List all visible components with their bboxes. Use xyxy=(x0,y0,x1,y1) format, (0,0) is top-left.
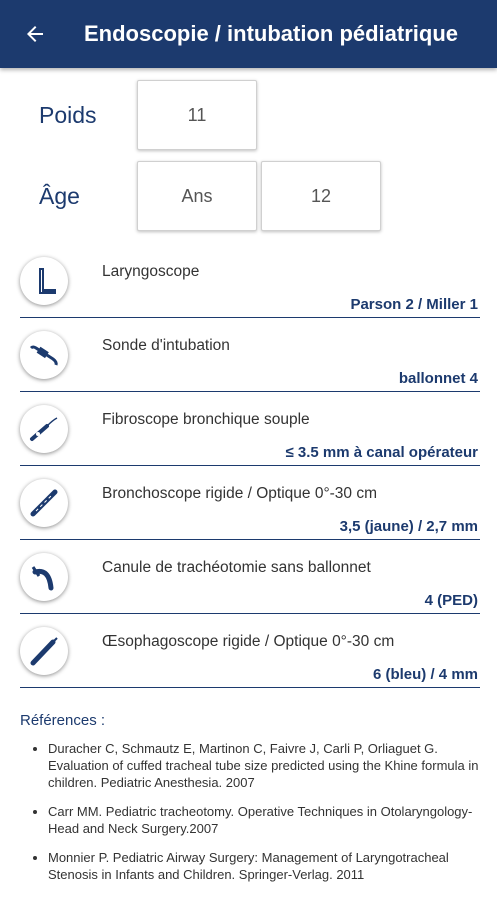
esophagoscope-icon xyxy=(20,627,68,675)
references-title: Références : xyxy=(20,712,106,729)
equipment-row-esophagoscope[interactable] xyxy=(20,621,480,688)
equipment-name: Œsophagoscope rigide / Optique 0°-30 cm xyxy=(102,633,395,650)
tube-icon xyxy=(20,331,68,379)
equipment-value: 6 (bleu) / 4 mm xyxy=(372,666,478,683)
bronchoscope-icon xyxy=(20,479,68,527)
laryngoscope-icon xyxy=(20,257,68,305)
equipment-value: 3,5 (jaune) / 2,7 mm xyxy=(339,518,478,535)
equipment-name: Fibroscope bronchique souple xyxy=(102,411,310,428)
back-button[interactable] xyxy=(20,19,50,49)
references-list xyxy=(28,740,493,895)
equipment-row-cannula[interactable] xyxy=(20,547,480,614)
cannula-icon xyxy=(20,553,68,601)
weight-label: Poids xyxy=(39,102,97,128)
equipment-row-bronchoscope[interactable] xyxy=(20,473,480,540)
age-label: Âge xyxy=(39,183,80,209)
equipment-row-laryngoscope[interactable] xyxy=(20,251,480,318)
equipment-name: Laryngoscope xyxy=(102,263,200,280)
equipment-row-sonde[interactable] xyxy=(20,325,480,392)
equipment-row-fibroscope[interactable] xyxy=(20,399,480,466)
reference-item: • Carr MM. Pediatric tracheotomy. Operative Techniques in Otolaryngology-Head and Neck Surgery.2007 xyxy=(48,803,493,837)
fibroscope-icon xyxy=(20,405,68,453)
age-unit-selector[interactable]: Ans xyxy=(137,161,257,231)
equipment-value: ≤ 3.5 mm à canal opérateur xyxy=(285,444,478,461)
weight-input[interactable]: 11 xyxy=(137,80,257,150)
arrow-left-icon xyxy=(23,22,47,46)
equipment-name: Bronchoscope rigide / Optique 0°-30 cm xyxy=(102,485,378,502)
patient-form xyxy=(0,68,497,238)
equipment-value: 4 (PED) xyxy=(424,592,478,609)
reference-item: • Duracher C, Schmautz E, Martinon C, Faivre J, Carli P, Orliaguet G. Evaluation of cuffed tracheal tube size predicted using the Khine formula in children. Pediatric Anesthesia. 2007 xyxy=(48,740,493,791)
app-bar xyxy=(0,0,497,68)
equipment-name: Sonde d'intubation xyxy=(102,337,230,354)
age-input[interactable]: 12 xyxy=(261,161,381,231)
page-title: Endoscopie / intubation pédiatrique xyxy=(84,21,459,46)
equipment-value: Parson 2 / Miller 1 xyxy=(350,296,478,313)
equipment-value: ballonnet 4 xyxy=(398,370,478,387)
equipment-name: Canule de trachéotomie sans ballonnet xyxy=(102,559,371,576)
reference-item: • Monnier P. Pediatric Airway Surgery: Management of Laryngotracheal Stenosis in Infants and Children. Springer-Verlag. 2011 xyxy=(48,849,493,883)
